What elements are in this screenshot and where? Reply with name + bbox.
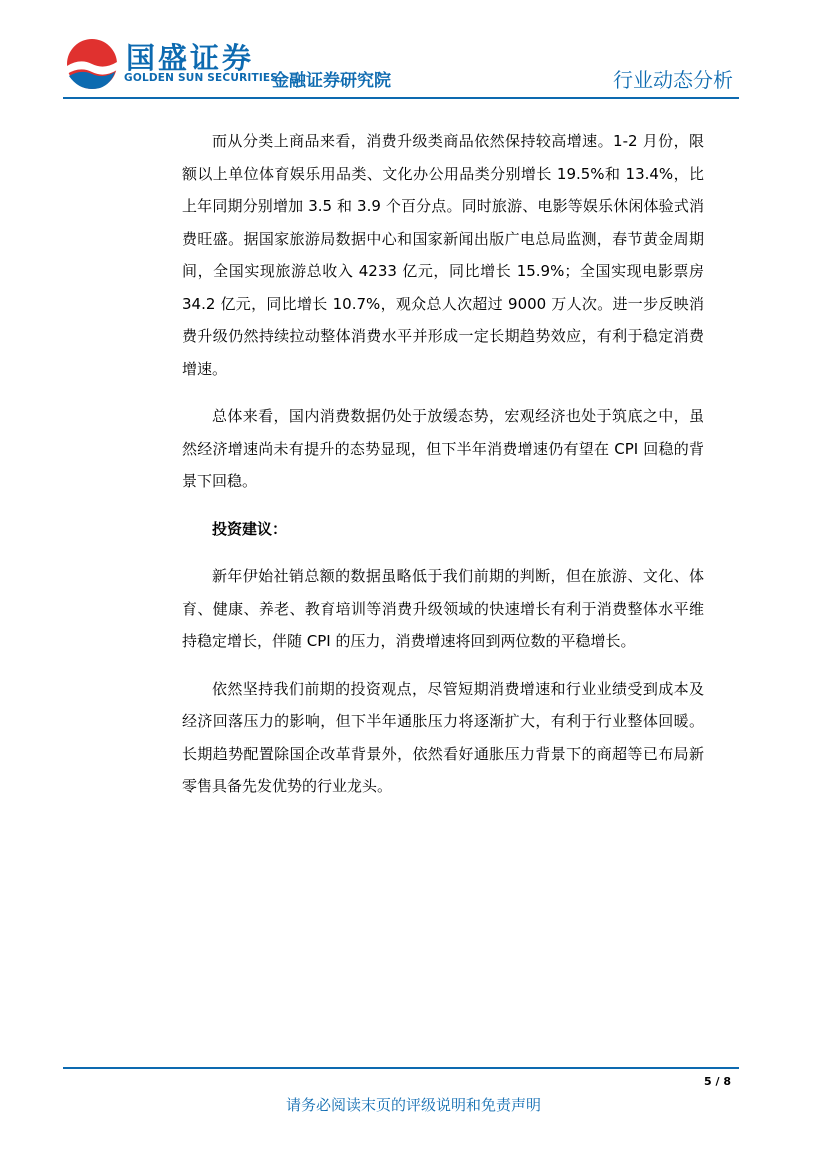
page-number: 5 / 8 <box>704 1075 731 1088</box>
logo-chinese-name: 国盛证券 <box>126 41 255 75</box>
paragraph-advice-leaders: 依然坚持我们前期的投资观点，尽管短期消费增速和行业业绩受到成本及经济回落压力的影响，但下半年通胀压力将逐渐扩大，有利于行业整体回暖。长期趋势配置除国企改革背景外，依然看好通胀压力背景下的商超等已布局新零售具备先发优势的行业龙头。 <box>182 679 704 795</box>
golden-sun-logo-icon <box>66 38 118 90</box>
section-heading-investment-advice: 投资建议： <box>212 519 288 538</box>
institute-name: 金融证券研究院 <box>272 71 391 91</box>
document-type: 行业动态分析 <box>613 68 733 92</box>
paragraph-consumption-upgrade: 而从分类上商品来看，消费升级类商品依然保持较高增速。1-2 月份，限额以上单位体育娱乐用品类、文化办公用品类分别增长 19.5%和 13.4%，比上年同期分别增加 3.5 和 3.9 个百分点。同时旅游、电影等娱乐休闲体验式消费旺盛。据国家旅游局数据中心和国家新闻出版广电总局监测，春节黄金周期间，全国实现旅游总收入 4233 亿元，同比增长 15.9%；全国实现电影票房 34.2 亿元，同比增长 10.7%，观众总人次超过 9000 万人次。进一步反映消费升级仍然持续拉动整体消费水平并形成一定长期趋势效应，有利于稳定消费增速。 <box>182 132 704 378</box>
paragraph-advice-growth: 新年伊始社销总额的数据虽略低于我们前期的判断，但在旅游、文化、体育、健康、养老、教育培训等消费升级领域的快速增长有利于消费整体水平维持稳定增长，伴随 CPI 的压力，消费增速将回到两位数的平稳增长。 <box>182 567 704 650</box>
header-divider <box>63 97 739 99</box>
footer-divider <box>63 1067 739 1069</box>
logo-english-name: GOLDEN SUN SECURITIES <box>124 72 279 84</box>
page-header <box>0 0 827 100</box>
paragraph-overall-outlook: 总体来看，国内消费数据仍处于放缓态势，宏观经济也处于筑底之中，虽然经济增速尚未有提升的态势显现，但下半年消费增速仍有望在 CPI 回稳的背景下回稳。 <box>182 407 704 490</box>
disclaimer-notice: 请务必阅读末页的评级说明和免责声明 <box>285 1096 541 1114</box>
report-body <box>182 125 704 818</box>
